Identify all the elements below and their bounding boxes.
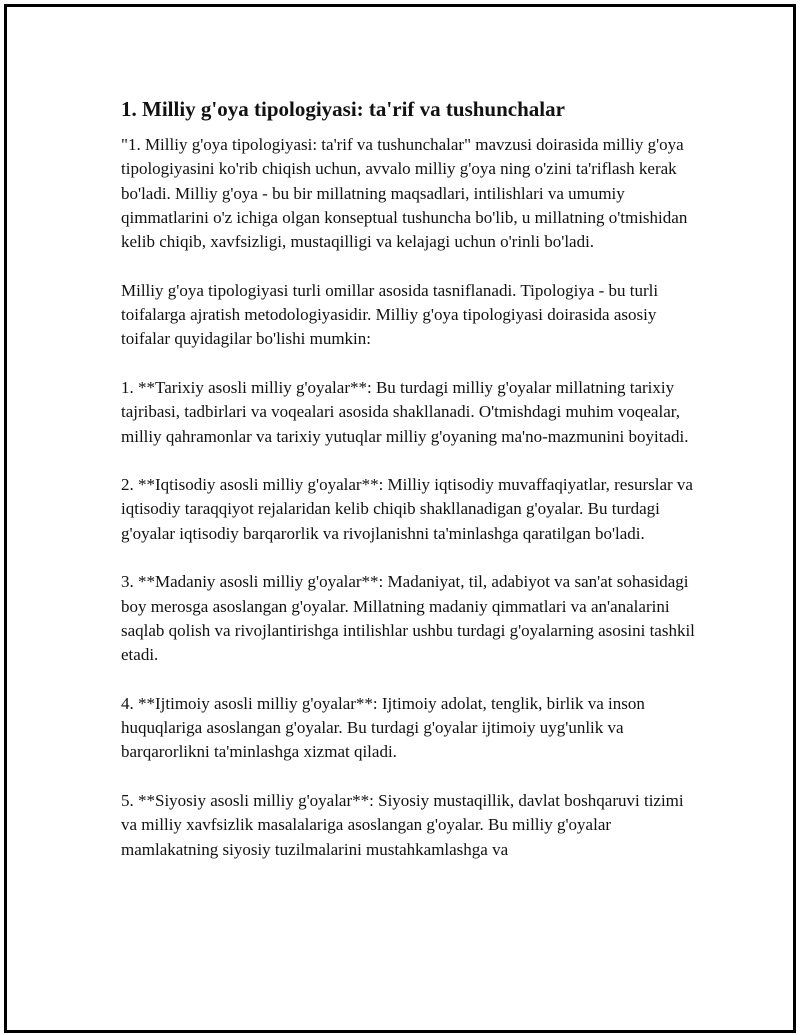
document-page (4, 4, 796, 1033)
list-item-political: 5. **Siyosiy asosli milliy g'oyalar**: Siyosiy mustaqillik, davlat boshqaruvi tizimi va milliy xavfsizlik masalalariga asoslangan g'oyalar. Bu milliy g'oyalar mamlakatning siyosiy tuzilmalarini mustahkamlashga va (121, 791, 684, 859)
document-title: 1. Milliy g'oya tipologiyasi: ta'rif va tushunchalar (121, 97, 565, 121)
list-item-social: 4. **Ijtimoiy asosli milliy g'oyalar**: Ijtimoiy adolat, tenglik, birlik va inson huquqlariga asoslangan g'oyalar. Bu turdagi g'oyalar ijtimoiy uyg'unlik va barqarorlikni ta'minlashga xizmat qiladi. (121, 693, 645, 762)
paragraph-intro: "1. Milliy g'oya tipologiyasi: ta'rif va tushunchalar" mavzusi doirasida milliy g'oya tipologiyasini ko'rib chiqish uchun, avvalo milliy g'oya ning o'zini ta'riflash kerak bo'ladi. Milliy g'oya - bu bir millatning maqsadlari, intilishlari va umumiy qimmatlarini o'z ichiga olgan konseptual tushuncha bo'lib, u millatning o'tmishidan kelib chiqib, xavfsizligi, mustaqilligi va kelajagi uchun o'rinli bo'ladi. (121, 135, 688, 252)
list-item-historical: 1. **Tarixiy asosli milliy g'oyalar**: Bu turdagi milliy g'oyalar millatning tarixiy tajribasi, tadbirlari va voqealari asosida shakllanadi. O'tmishdagi muhim voqealar, milliy qahramonlar va tarixiy yutuqlar milliy g'oyaning ma'no-mazmunini boyitadi. (121, 377, 689, 446)
paragraph-typology: Milliy g'oya tipologiyasi turli omillar asosida tasniflanadi. Tipologiya - bu turli toifalarga ajratish metodologiyasidir. Milliy g'oya tipologiyasi doirasida asosiy toifalar quyidagilar bo'lishi mumkin: (121, 280, 659, 349)
list-item-economic: 2. **Iqtisodiy asosli milliy g'oyalar**: Milliy iqtisodiy muvaffaqiyatlar, resurslar va iqtisodiy taraqqiyot rejalaridan kelib chiqib shakllanadigan g'oyalar. Bu turdagi g'oyalar iqtisodiy barqarorlik va rivojlanishni ta'minlashga qaratilgan bo'ladi. (121, 475, 693, 543)
document-content (121, 95, 701, 886)
list-item-cultural: 3. **Madaniy asosli milliy g'oyalar**: Madaniyat, til, adabiyot va san'at sohasidagi boy merosga asoslangan g'oyalar. Millatning madaniy qimmatlari va an'analarini saqlab qolish va rivojlantirishga intilishlar ushbu turdagi g'oyalarning asosini tashkil etadi. (121, 572, 695, 665)
